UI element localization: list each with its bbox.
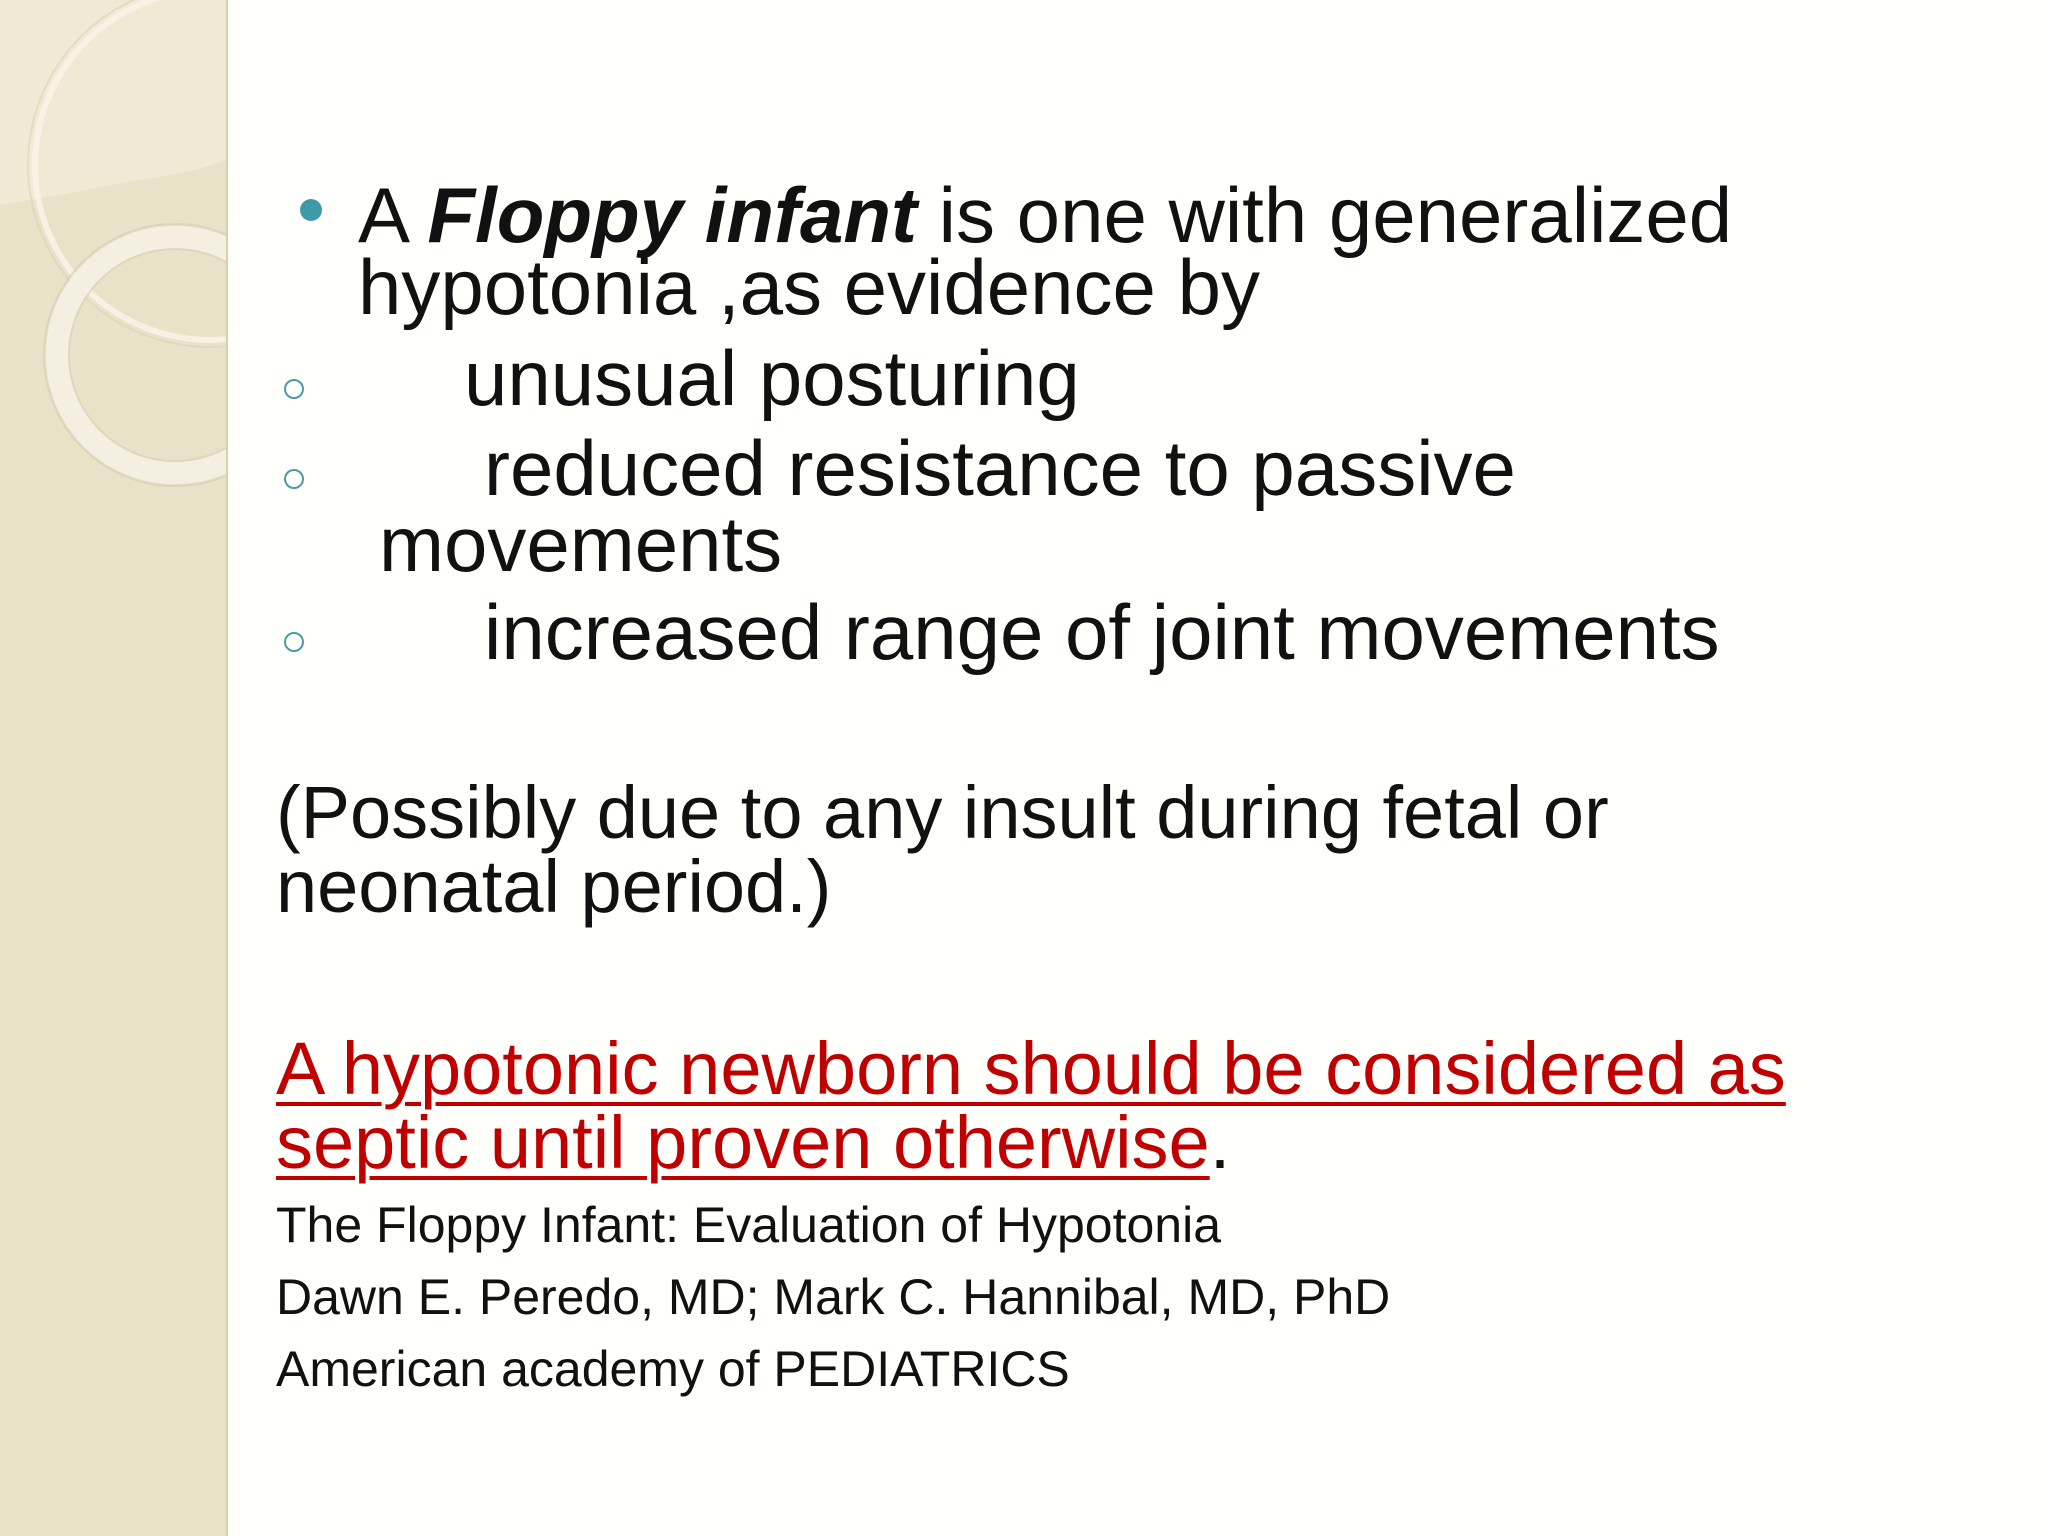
main-bullet-rest: is one with generalized: [917, 171, 1733, 259]
note-line-1: (Possibly due to any insult during fetal or: [276, 771, 1609, 854]
note-line-2: neonatal period.): [276, 845, 832, 928]
sub-item-2-line-2: movements: [379, 500, 783, 588]
main-bullet-line-2: hypotonia ,as evidence by: [358, 243, 1260, 331]
warning-end: .: [1209, 1101, 1231, 1184]
warning-line-2: [276, 1101, 1231, 1184]
sub-bullet-icon: [284, 379, 304, 399]
reference-source: American academy of PEDIATRICS: [276, 1341, 1070, 1397]
sub-bullet-icon: [284, 469, 304, 489]
sub-item-1: unusual posturing: [464, 334, 1080, 422]
sub-item-2-line-1: reduced resistance to passive: [484, 424, 1516, 512]
sub-bullet-icon: [284, 632, 304, 652]
reference-authors: Dawn E. Peredo, MD; Mark C. Hannibal, MD, PhD: [276, 1269, 1391, 1325]
main-bullet-prefix: A: [358, 171, 428, 259]
warning-line-2-text: septic until proven otherwise: [276, 1101, 1210, 1184]
reference-title: The Floppy Infant: Evaluation of Hypotonia: [276, 1197, 1222, 1253]
main-bullet-emphasis: Floppy infant: [427, 171, 918, 259]
sub-item-3: increased range of joint movements: [484, 588, 1720, 676]
warning-line-1: A hypotonic newborn should be considered as: [276, 1027, 1786, 1110]
main-bullet-icon: [300, 199, 322, 221]
